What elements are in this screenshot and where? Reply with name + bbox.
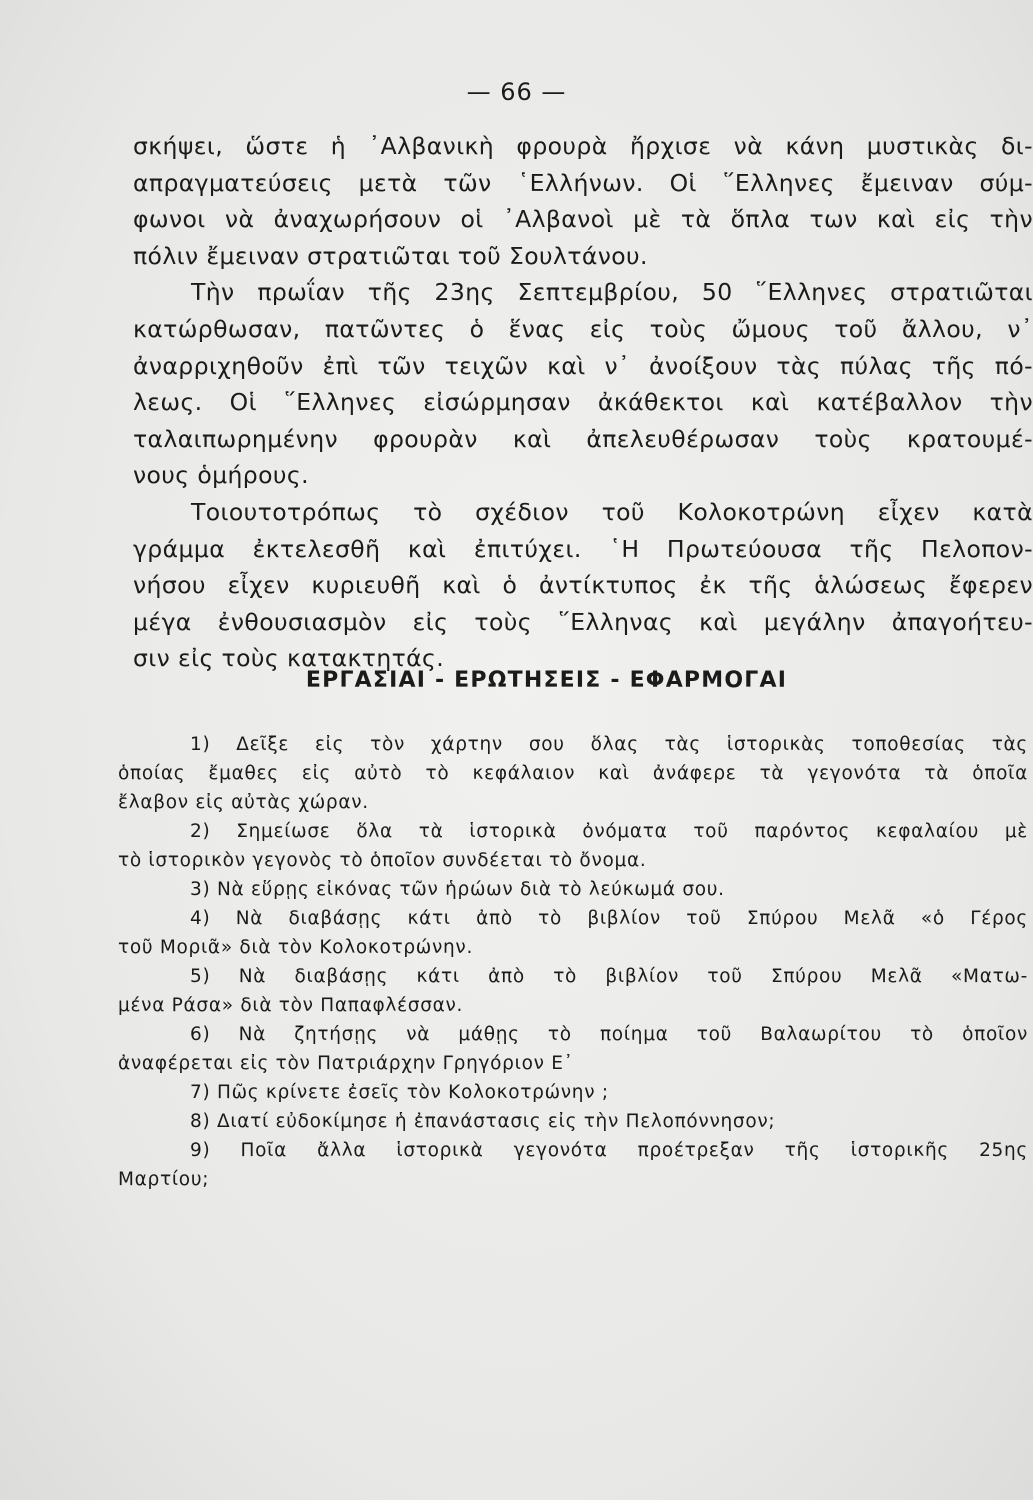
- text-line: ταλαιπωρημένην φρουρὰν καὶ ἀπελευθέρωσαν τοὺς κρατουμέ-: [133, 424, 1033, 453]
- text-line: απραγματεύσεις μετὰ τῶν ῾Ελλήνων. Οἱ ῞Ελληνες ἔμειναν σύμ-: [133, 168, 1033, 197]
- exercise-line: Μαρτίου;: [118, 1169, 210, 1190]
- text-line: γράμμα ἐκτελεσθῆ καὶ ἐπιτύχει. ῾Η Πρωτεύουσα τῆς Πελοπον-: [133, 534, 1033, 563]
- exercise-line: ὁποίας ἔμαθες εἰς αὐτὸ τὸ κεφάλαιον καὶ ἀνάφερε τὰ γεγονότα τὰ ὁποῖα: [118, 763, 1028, 784]
- exercise-line: ἀναφέρεται εἰς τὸν Πατριάρχην Γρηγόριον Ε᾽: [118, 1053, 574, 1074]
- section-heading: ΕΡΓΑΣΙΑΙ - ΕΡΩΤΗΣΕΙΣ - ΕΦΑΡΜΟΓΑΙ: [305, 668, 788, 693]
- exercise-line: 9) Ποῖα ἄλλα ἱστορικὰ γεγονότα προέτρεξαν τῆς ἱστορικῆς 25ης: [190, 1140, 1028, 1161]
- exercise-line: 5) Νὰ διαβάσῃς κάτι ἀπὸ τὸ βιβλίον τοῦ Σπύρου Μελᾶ «Ματω-: [190, 966, 1028, 987]
- text-line: ἀναρριχηθοῦν ἐπὶ τῶν τειχῶν καὶ ν᾽ ἀνοίξουν τὰς πύλας τῆς πό-: [133, 351, 1033, 380]
- exercise-list: [118, 730, 1028, 1194]
- exercise-line: 1) Δεῖξε εἰς τὸν χάρτην σου ὅλας τὰς ἱστορικὰς τοποθεσίας τὰς: [190, 734, 1028, 755]
- text-line: κατώρθωσαν, πατῶντες ὁ ἕνας εἰς τοὺς ὤμους τοῦ ἄλλου, ν᾽: [133, 314, 1033, 343]
- text-line: σκήψει, ὥστε ἡ ᾽Αλβανικὴ φρουρὰ ἤρχισε νὰ κάνη μυστικὰς δι-: [133, 132, 1033, 160]
- text-line: σιν εἰς τοὺς κατακτητάς.: [133, 644, 445, 673]
- text-line: Τοιουτοτρόπως τὸ σχέδιον τοῦ Κολοκοτρώνη εἶχεν κατὰ: [191, 497, 1033, 526]
- text-line: μέγα ἐνθουσιασμὸν εἰς τοὺς ῞Ελληνας καὶ μεγάλην ἀπαγοήτευ-: [133, 607, 1033, 636]
- text-line: φωνοι νὰ ἀναχωρήσουν οἱ ᾽Αλβανοὶ μὲ τὰ ὅπλα των καὶ εἰς τὴν: [133, 205, 1033, 234]
- exercise-line: 6) Νὰ ζητήσῃς νὰ μάθῃς τὸ ποίημα τοῦ Βαλαωρίτου τὸ ὁποῖον: [190, 1024, 1028, 1045]
- exercise-line: τοῦ Μοριᾶ» διὰ τὸν Κολοκοτρώνην.: [118, 937, 474, 958]
- text-line: πόλιν ἔμειναν στρατιῶται τοῦ Σουλτάνου.: [133, 241, 648, 270]
- exercise-line: 8) Διατί εὐδοκίμησε ἡ ἐπανάστασις εἰς τὴν Πελοπόννησον;: [190, 1111, 776, 1132]
- text-line: νους ὁμήρους.: [133, 461, 309, 490]
- text-line: λεως. Οἱ ῞Ελληνες εἰσώρμησαν ἀκάθεκτοι καὶ κατέβαλλον τὴν: [133, 388, 1033, 417]
- exercise-line: 4) Νὰ διαβάσῃς κάτι ἀπὸ τὸ βιβλίον τοῦ Σπύρου Μελᾶ «ὁ Γέρος: [190, 908, 1028, 929]
- page-number: — 66 —: [466, 78, 567, 106]
- text-line: νήσου εἶχεν κυριευθῆ καὶ ὁ ἀντίκτυπος ἐκ τῆς ἁλώσεως ἔφερεν: [133, 571, 1033, 600]
- exercise-line: 2) Σημείωσε ὅλα τὰ ἱστορικὰ ὀνόματα τοῦ παρόντος κεφαλαίου μὲ: [190, 821, 1028, 842]
- exercise-line: τὸ ἱστορικὸν γεγονὸς τὸ ὁποῖον συνδέεται τὸ ὄνομα.: [118, 850, 647, 871]
- exercise-line: ἔλαβον εἰς αὐτὰς χώραν.: [118, 792, 369, 813]
- exercise-line: μένα Ράσα» διὰ τὸν Παπαφλέσσαν.: [118, 995, 464, 1016]
- exercise-line: 3) Νὰ εὕρῃς εἰκόνας τῶν ἡρώων διὰ τὸ λεύκωμά σου.: [190, 879, 725, 900]
- body-text: [133, 128, 1033, 677]
- text-line: Τὴν πρωΐαν τῆς 23ης Σεπτεμβρίου, 50 ῞Ελληνες στρατιῶται: [191, 278, 1033, 307]
- exercise-line: 7) Πῶς κρίνετε ἐσεῖς τὸν Κολοκοτρώνην ;: [190, 1082, 609, 1103]
